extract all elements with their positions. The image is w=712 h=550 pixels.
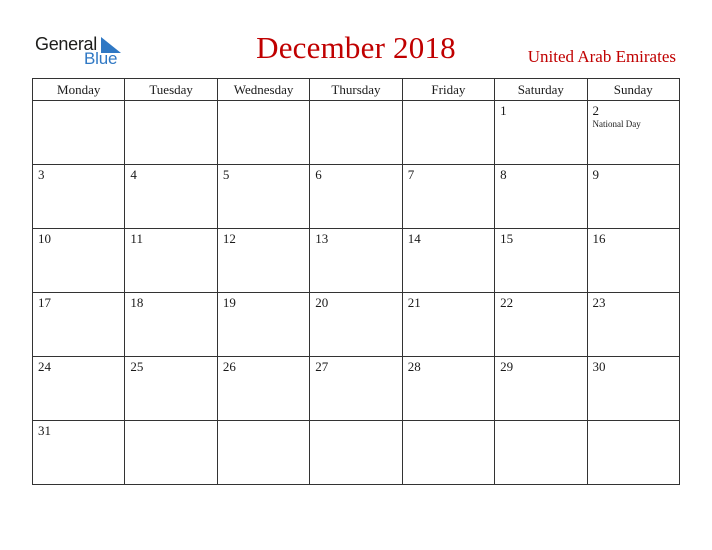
day-number: 25 <box>130 359 144 374</box>
week-row <box>33 165 680 229</box>
day-cell <box>495 229 587 293</box>
weekday-header: Wednesday <box>217 79 309 101</box>
day-number: 7 <box>407 167 415 182</box>
day-number: 16 <box>592 231 606 246</box>
country-label: United Arab Emirates <box>527 47 676 66</box>
day-cell <box>310 101 402 165</box>
day-cell <box>217 229 309 293</box>
day-number: 6 <box>315 167 322 182</box>
day-number: 28 <box>407 359 421 374</box>
day-cell <box>495 165 587 229</box>
day-cell <box>125 165 217 229</box>
day-number: 22 <box>500 295 514 310</box>
day-cell <box>587 101 679 165</box>
day-cell <box>402 293 494 357</box>
day-number: 3 <box>38 167 45 182</box>
day-cell <box>310 293 402 357</box>
week-row <box>33 229 680 293</box>
day-number <box>310 101 401 103</box>
day-number: 15 <box>500 231 514 246</box>
day-number: 12 <box>222 231 236 246</box>
day-cell <box>217 165 309 229</box>
day-number <box>218 421 309 423</box>
day-cell <box>402 421 494 485</box>
page-title: December 2018 <box>256 30 456 65</box>
day-number: 23 <box>592 295 606 310</box>
day-number <box>125 101 216 103</box>
holiday-label: National Day <box>592 119 641 129</box>
day-cell <box>125 101 217 165</box>
day-number: 20 <box>315 295 329 310</box>
day-cell <box>33 421 125 485</box>
logo-text-blue: Blue <box>84 49 118 68</box>
day-cell <box>217 421 309 485</box>
week-row <box>33 357 680 421</box>
calendar-grid <box>32 78 680 485</box>
day-number: 10 <box>38 231 51 246</box>
day-cell <box>402 101 494 165</box>
day-number: 2 <box>592 103 600 118</box>
weekday-header-row <box>33 79 680 101</box>
day-number <box>403 421 494 423</box>
day-number: 19 <box>222 295 236 310</box>
day-cell <box>495 421 587 485</box>
weekday-header: Tuesday <box>125 79 217 101</box>
day-cell <box>33 229 125 293</box>
day-cell <box>587 421 679 485</box>
day-number <box>310 421 401 423</box>
day-number: 24 <box>38 359 51 374</box>
day-number: 13 <box>315 231 329 246</box>
day-number: 18 <box>130 295 144 310</box>
day-number: 1 <box>500 103 507 118</box>
day-number <box>125 421 216 423</box>
day-cell <box>33 293 125 357</box>
weekday-header: Thursday <box>310 79 402 101</box>
day-cell <box>310 357 402 421</box>
day-number: 29 <box>500 359 514 374</box>
day-cell <box>33 357 125 421</box>
day-number: 9 <box>592 167 600 182</box>
logo-text-general: General <box>35 34 97 54</box>
day-cell <box>217 101 309 165</box>
day-number <box>495 421 586 423</box>
day-cell <box>125 357 217 421</box>
day-number: 30 <box>592 359 606 374</box>
day-number: 21 <box>407 295 421 310</box>
day-cell <box>587 293 679 357</box>
week-row <box>33 293 680 357</box>
week-row <box>33 421 680 485</box>
day-cell <box>125 293 217 357</box>
day-cell <box>402 229 494 293</box>
day-cell <box>310 421 402 485</box>
day-number <box>218 101 309 103</box>
day-number: 8 <box>500 167 507 182</box>
day-cell <box>495 357 587 421</box>
day-cell <box>402 357 494 421</box>
day-cell <box>587 357 679 421</box>
day-number: 14 <box>407 231 421 246</box>
day-number: 11 <box>130 231 143 246</box>
day-number <box>33 101 124 103</box>
day-number: 5 <box>222 167 230 182</box>
day-number: 31 <box>38 423 51 438</box>
day-cell <box>495 293 587 357</box>
day-cell <box>587 229 679 293</box>
day-cell <box>495 101 587 165</box>
day-cell <box>310 229 402 293</box>
day-number: 4 <box>130 167 137 182</box>
week-row <box>33 101 680 165</box>
weekday-header: Monday <box>33 79 125 101</box>
day-cell <box>217 293 309 357</box>
day-cell <box>33 165 125 229</box>
day-cell <box>587 165 679 229</box>
day-number <box>403 101 494 103</box>
weekday-header: Sunday <box>587 79 679 101</box>
weekday-header: Friday <box>402 79 494 101</box>
day-number: 26 <box>222 359 236 374</box>
day-number: 17 <box>38 295 51 310</box>
day-number <box>588 421 679 423</box>
day-cell <box>217 357 309 421</box>
day-cell <box>125 421 217 485</box>
day-cell <box>125 229 217 293</box>
day-number: 27 <box>315 359 329 374</box>
day-cell <box>33 101 125 165</box>
day-cell <box>310 165 402 229</box>
weekday-header: Saturday <box>495 79 587 101</box>
day-cell <box>402 165 494 229</box>
